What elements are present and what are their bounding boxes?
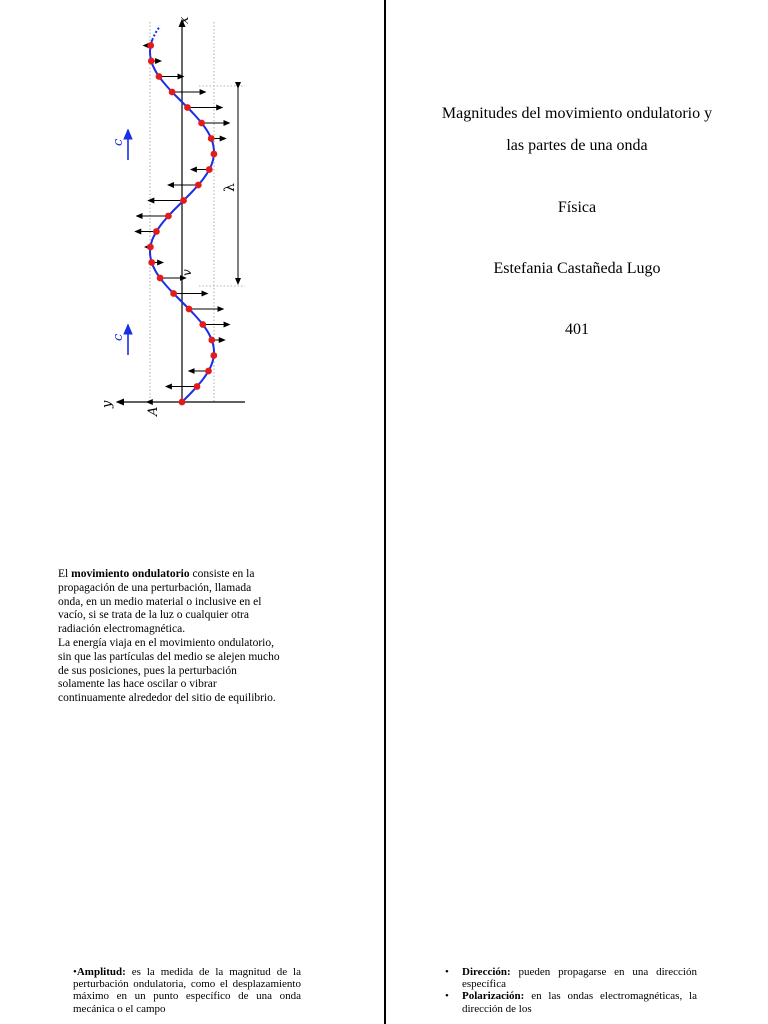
x-axis-label: x	[177, 16, 192, 24]
propagation-label-bottom: c	[111, 333, 126, 341]
group-number: 401	[565, 321, 589, 338]
intro-line: de sus posiciones, pues la perturbación	[58, 664, 237, 677]
y-axis-label: y	[100, 400, 115, 408]
intro-line: sin que las partículas del medio se alejen mucho	[58, 650, 280, 663]
intro-line: onda, en un medio material o inclusive en el	[58, 595, 262, 608]
propagation-label-top: c	[111, 138, 126, 146]
particle-point	[156, 73, 163, 80]
particle-point	[170, 290, 177, 297]
author-name: Estefania Castañeda Lugo	[493, 260, 661, 277]
particle-point	[195, 182, 202, 189]
particle-point	[206, 166, 213, 173]
term-movimiento-ondulatorio: movimiento ondulatorio	[71, 568, 190, 580]
particle-point	[148, 259, 155, 266]
wave-continuation	[152, 26, 160, 40]
particle-point	[186, 306, 193, 313]
definition-amplitud: •Amplitud: es la medida de la magnitud de la perturbación ondulatoria, como el desplazamiento máximo en un punto específico de una onda mecánica o el campo	[73, 966, 301, 1015]
definition-polarizacion: • Polarización: en las ondas electromagnéticas, la dirección de los	[445, 990, 697, 1014]
particle-point	[184, 104, 191, 111]
particle-point	[169, 89, 176, 96]
particle-point	[210, 352, 217, 359]
definitions-list	[445, 966, 697, 1015]
velocity-label: v	[180, 269, 194, 276]
wave-diagram	[95, 10, 265, 420]
intro-line: propagación de una perturbación, llamada	[58, 581, 252, 594]
intro-line: continuamente alrededor del sitio de equilibrio.	[58, 692, 276, 705]
particle-point	[205, 368, 212, 375]
particle-point	[180, 197, 187, 204]
term-amplitud: Amplitud:	[76, 966, 126, 978]
intro-paragraph	[58, 568, 320, 706]
bullet: •	[73, 966, 77, 978]
particle-point	[211, 151, 218, 158]
particle-point	[165, 213, 172, 220]
intro-line: solamente las hace oscilar o vibrar	[58, 678, 217, 691]
subject: Física	[557, 199, 597, 216]
wavelength-label: λ	[222, 183, 238, 192]
particle-point	[208, 337, 215, 344]
title-line-2: las partes de una onda	[506, 137, 648, 154]
particle-point	[147, 244, 154, 251]
particle-point	[194, 383, 201, 390]
particle-point	[198, 120, 205, 127]
intro-line: vacío, si se trata de la luz o cualquier otra	[58, 609, 249, 622]
term-direccion: Dirección:	[462, 966, 511, 978]
particle-point	[147, 42, 154, 49]
right-page	[386, 0, 768, 1024]
term-polarizacion: Polarización:	[462, 990, 525, 1003]
title-line-1: Magnitudes del movimiento ondulatorio y	[441, 105, 713, 122]
particle-point	[179, 399, 186, 406]
particle-point	[153, 228, 160, 235]
amplitude-label: A	[146, 406, 161, 416]
intro-line: El movimiento ondulatorio consiste en la	[58, 568, 255, 580]
intro-line: La energía viaja en el movimiento ondulatorio,	[58, 636, 274, 649]
particle-point	[157, 275, 164, 282]
particle-point	[148, 58, 155, 65]
particle-point	[208, 135, 215, 142]
particle-point	[199, 321, 206, 328]
definition-direccion: • Dirección: pueden propagarse en una dirección específica	[445, 966, 697, 990]
intro-line: radiación electromagnética.	[58, 623, 186, 636]
